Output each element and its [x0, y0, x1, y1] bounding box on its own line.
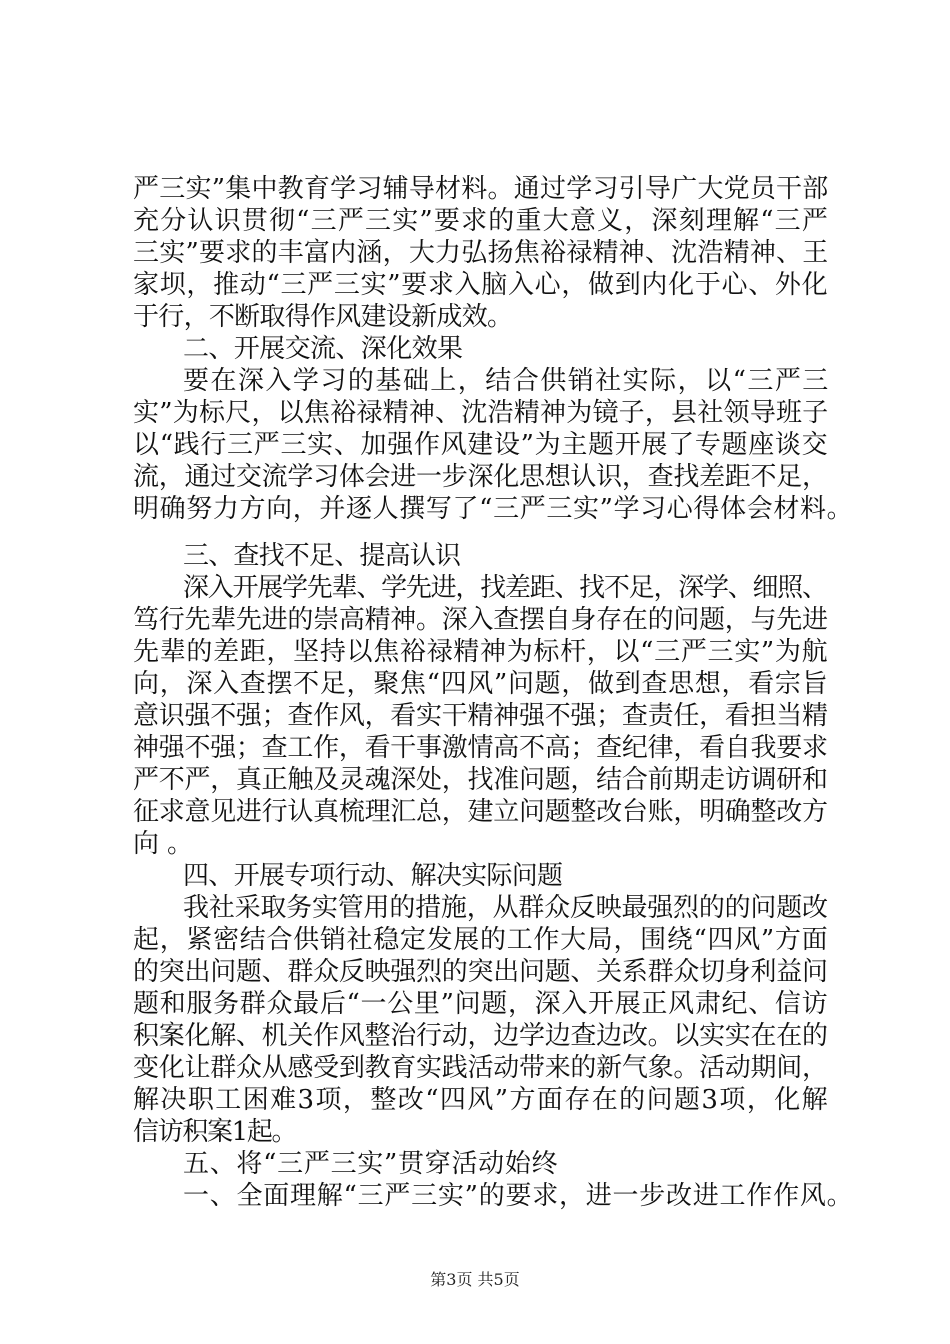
- text-line: 向。: [133, 829, 202, 859]
- text-line: 五、将“三严三实”贯穿活动始终: [183, 1149, 559, 1179]
- text-line: 笃行先辈先进的崇高精神。深入查摆自身存在的问题，与先进: [133, 605, 828, 635]
- text-line: 明确努力方向，并逐人撰写了“三严三实”学习心得体会材料。: [133, 494, 854, 524]
- text-line: 二、开展交流、深化效果: [183, 334, 463, 364]
- text-line: 深入开展学先辈、学先进，找差距、找不足，深学、细照、: [183, 573, 827, 603]
- text-line: 题和服务群众最后“一公里”问题，深入开展正风肃纪、信访: [133, 989, 829, 1019]
- text-line: 一、全面理解“三严三实”的要求，进一步改进工作作风。: [183, 1181, 854, 1211]
- text-line: 我社采取务实管用的措施，从群众反映最强烈的的问题改: [183, 893, 828, 923]
- text-line: 三实”要求的丰富内涵，大力弘扬焦裕禄精神、沈浩精神、王: [133, 238, 829, 268]
- page-footer: 第3页 共5页: [430, 1270, 520, 1289]
- text-line: 意识强不强；查作风，看实干精神强不强；查责任，看担当精: [133, 701, 828, 731]
- text-line: 三、查找不足、提高认识: [183, 541, 461, 571]
- text-line: 积案化解、机关作风整治行动，边学边查边改。以实实在在的: [133, 1021, 828, 1051]
- text-line: 神强不强；查工作，看干事激情高不高；查纪律，看自我要求: [133, 733, 828, 763]
- text-line: 解决职工困难3项，整改“四风”方面存在的问题3项，化解: [133, 1085, 830, 1115]
- text-line: 起，紧密结合供销社稳定发展的工作大局，围绕“四风”方面: [133, 925, 829, 955]
- text-line: 要在深入学习的基础上，结合供销社实际，以“三严三: [183, 366, 830, 396]
- text-line: 严三实”集中教育学习辅导材料。通过学习引导广大党员干部: [133, 174, 829, 204]
- text-line: 变化让群众从感受到教育实践活动带来的新气象。活动期间，: [133, 1053, 828, 1083]
- text-line: 的突出问题、群众反映强烈的突出问题、关系群众切身利益问: [133, 957, 828, 987]
- text-line: 严不严，真正触及灵魂深处，找准问题，结合前期走访调研和: [133, 765, 828, 795]
- text-line: 先辈的差距，坚持以焦裕禄精神为标杆，以“三严三实”为航: [133, 637, 829, 667]
- text-line: 四、开展专项行动、解决实际问题: [183, 861, 563, 891]
- text-line: 以“践行三严三实、加强作风建设”为主题开展了专题座谈交: [133, 430, 829, 460]
- text-line: 充分认识贯彻“三严三实”要求的重大意义，深刻理解“三严: [133, 206, 830, 236]
- text-line: 征求意见进行认真梳理汇总，建立问题整改台账，明确整改方: [133, 797, 828, 827]
- text-line: 家坝，推动“三严三实”要求入脑入心，做到内化于心、外化: [133, 270, 829, 300]
- text-line: 向，深入查摆不足，聚焦“四风”问题，做到查思想，看宗旨: [133, 669, 829, 699]
- text-line: 实”为标尺，以焦裕禄精神、沈浩精神为镜子，县社领导班子: [133, 398, 829, 428]
- text-line: 信访积案1起。: [133, 1117, 297, 1147]
- text-line: 流，通过交流学习体会进一步深化思想认识，查找差距不足，: [133, 462, 828, 492]
- text-line: 于行，不断取得作风建设新成效。: [133, 302, 513, 332]
